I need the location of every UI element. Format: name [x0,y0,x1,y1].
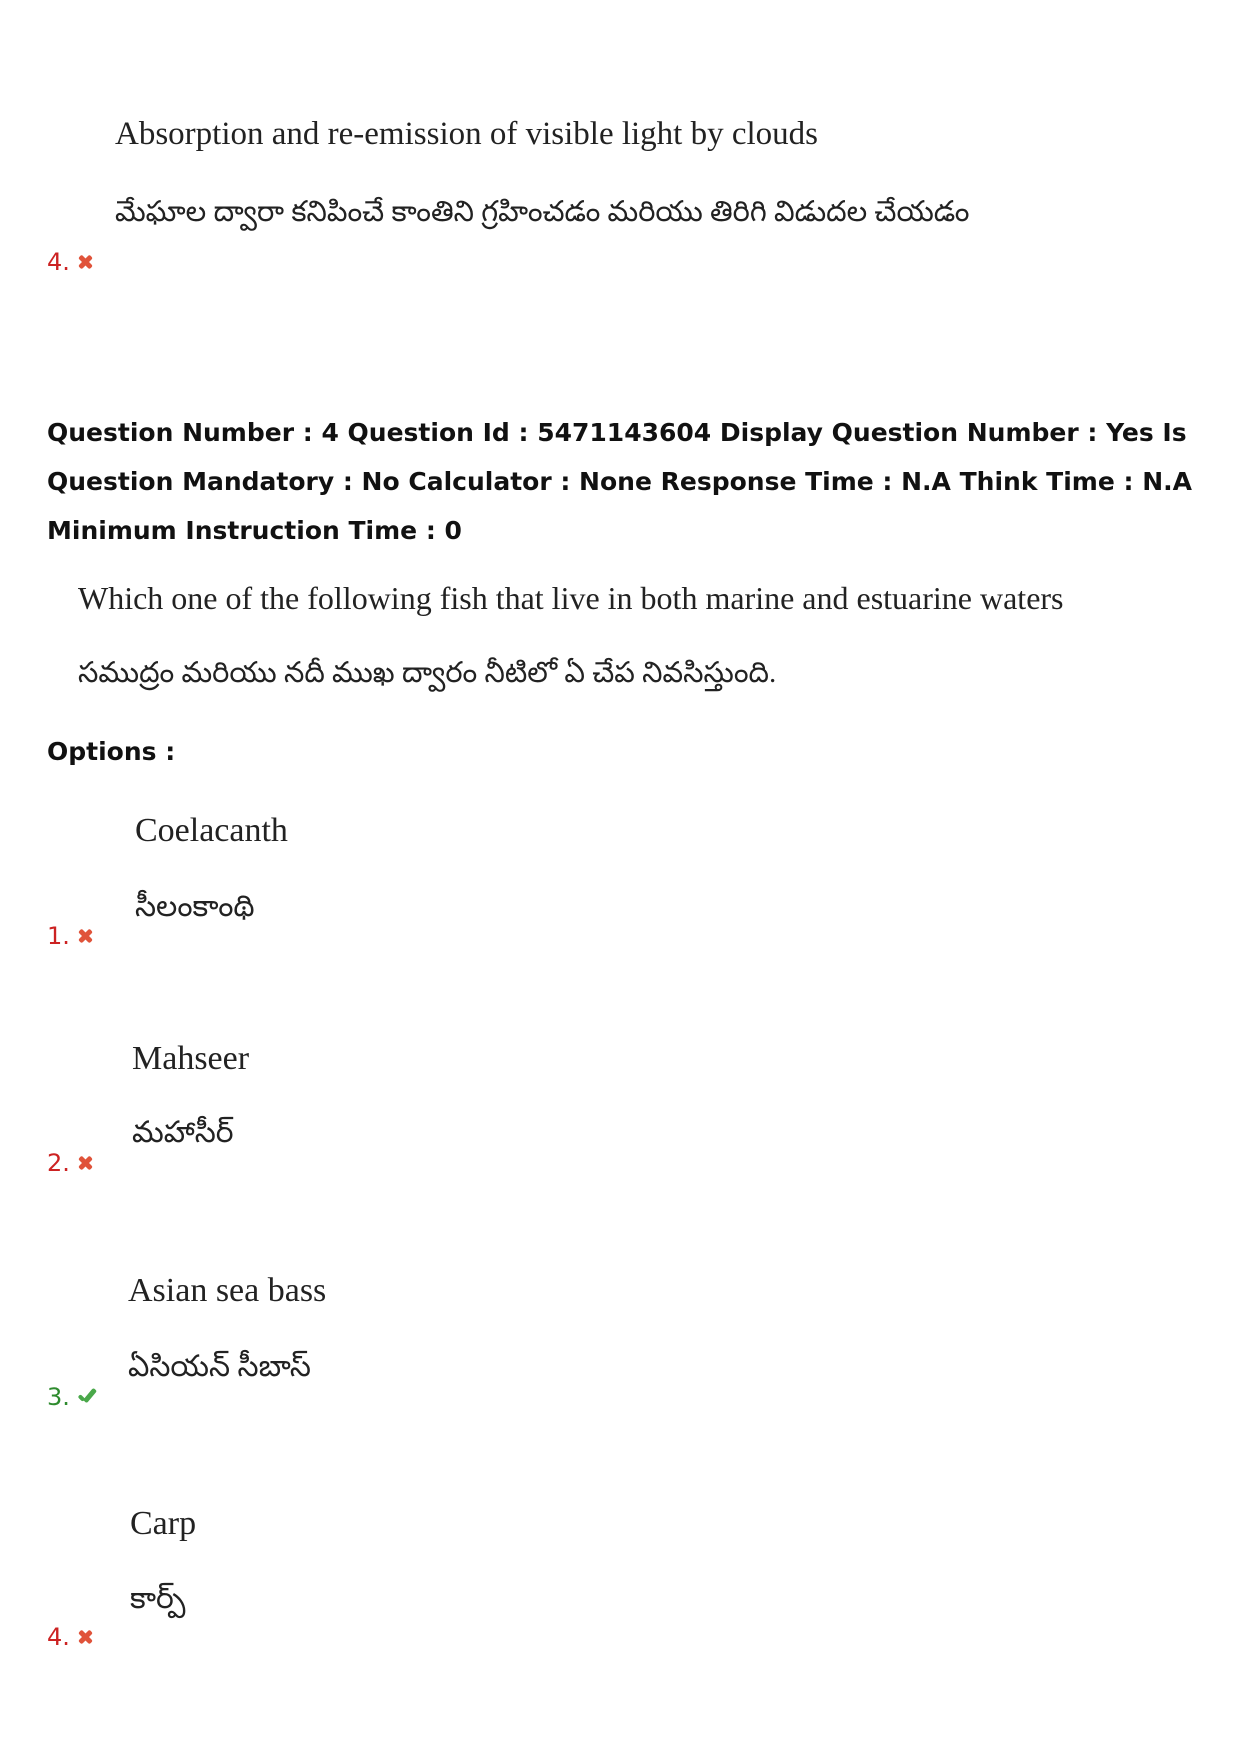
option-3-telugu: ఏసియన్ సీబాస్ [128,1350,311,1383]
previous-option-telugu: మేఘాల ద్వారా కనిపించే కాంతిని గ్రహించడం మరియు తిరిగి విడుదల చేయడం [115,196,970,228]
option-number: 2. [47,1149,70,1177]
option-4-marker [47,1623,94,1651]
option-4-english: Carp [130,1505,197,1542]
option-number: 4. [47,248,70,276]
previous-option-marker [47,248,94,276]
cross-icon [76,1154,94,1172]
option-number: 1. [47,922,70,950]
check-icon [76,1387,98,1407]
previous-option-english: Absorption and re-emission of visible light by clouds [115,116,819,152]
question-meta: Question Number : 4 Question Id : 5471143604 Display Question Number : Yes Is Question Mandatory : No Calculator : None Response Time : N.A Think Time : N.A Minimum Instruction Time : 0 [47,418,1192,545]
option-3-marker [47,1383,98,1411]
option-1-english: Coelacanth [135,812,288,849]
options-label: Options : [47,737,176,766]
option-2-english: Mahseer [132,1040,250,1077]
option-number: 4. [47,1623,70,1651]
cross-icon [76,253,94,271]
option-1-telugu: సీలంకాంథి [135,890,255,923]
option-4-telugu: కార్ప్ [130,1582,186,1615]
option-2-telugu: మహాసీర్ [132,1116,234,1149]
option-number: 3. [47,1383,70,1411]
question-text-english: Which one of the following fish that live in both marine and estuarine waters [78,580,1064,616]
option-1-marker [47,922,94,950]
question-text-telugu: సముద్రం మరియు నదీ ముఖ ద్వారం నీటిలో ఏ చేప నివసిస్తుంది. [78,657,777,689]
cross-icon [76,927,94,945]
option-3-english: Asian sea bass [128,1272,327,1309]
option-2-marker [47,1149,94,1177]
cross-icon [76,1628,94,1646]
